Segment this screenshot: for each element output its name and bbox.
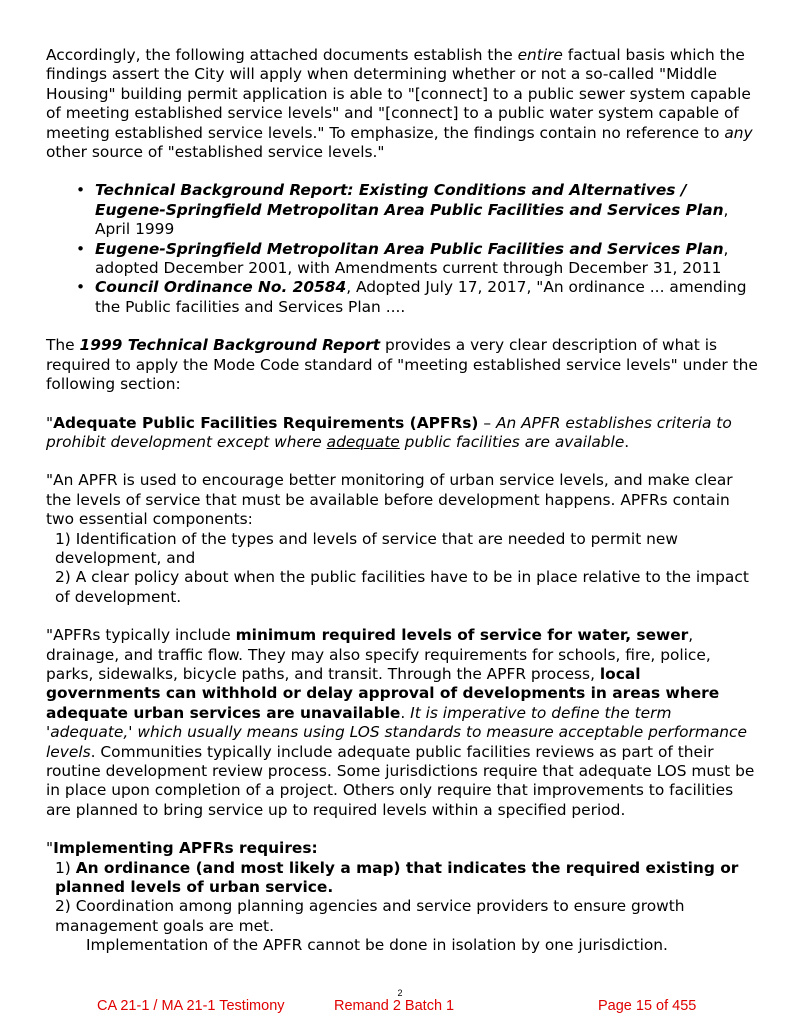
implementing-note: Implementation of the APFR cannot be done in isolation by one jurisdiction. <box>86 936 668 955</box>
implementing-heading: "Implementing APFRs requires: <box>46 839 318 858</box>
implementing-item-2: 2) Coordination among planning agencies and service providers to ensure growth management goals are met. <box>55 897 685 935</box>
list-item: • Technical Background Report: Existing Conditions and Alternatives / Eugene-Springfield Metropolitan Area Public Facilities and Services Plan, April 1999 <box>95 181 758 239</box>
intro-paragraph: Accordingly, the following attached documents establish the entire factual basis which the findings assert the City will apply when determining whether or not a so-called "Middle Housing" building permit application is able to "[connect] to a public sewer system capable of meeting established service levels" and "[connect] to a public water system capable of meeting established service levels." To emphasize, the findings contain no reference to any other source of "established service levels." <box>46 46 753 162</box>
any-emphasis: any <box>724 123 753 142</box>
footer-batch-label: Remand 2 Batch 1 <box>334 998 455 1014</box>
footer-case-label: CA 21-1 / MA 21-1 Testimony <box>97 998 285 1014</box>
apfr-typical-paragraph: "APFRs typically include minimum required levels of service for water, sewer, drainage, and traffic flow. They may also specify requirements for schools, fire, police, parks, sidewalks, bicycle paths, and transit. Through the APFR process, local governments can withhold or delay approval of developments in areas where adequate urban services are unavailable. It is imperative to define the term 'adequate,' which usually means using LOS standards to measure acceptable performance levels. Communities typically include adequate public facilities reviews as part of their routine development review process. Some jurisdictions require that adequate LOS must be in place upon completion of a project. Others only require that improvements to facilities are planned to bring service up to required levels within a specified period. <box>46 626 755 819</box>
page-number: 2 <box>397 988 403 998</box>
apfr-component-2: 2) A clear policy about when the public facilities have to be in place relative to the impact of development. <box>55 568 749 606</box>
page-footer <box>0 988 800 1016</box>
footer-page-count: Page 15 of 455 <box>598 998 697 1014</box>
list-item: • Eugene-Springfield Metropolitan Area Public Facilities and Services Plan, adopted December 2001, with Amendments current through December 31, 2011 <box>95 240 758 279</box>
entire-emphasis: entire <box>517 46 563 64</box>
apfr-component-1: 1) Identification of the types and levels of service that are needed to permit new development, and <box>55 529 678 567</box>
apfr-use-paragraph: "An APFR is used to encourage better monitoring of urban service levels, and make clear the levels of service that must be available before development happens. APFRs contain two essential components: <box>46 471 733 529</box>
implementing-item-1: 1) An ordinance (and most likely a map) that indicates the required existing or planned levels of urban service. <box>55 858 739 897</box>
document-body <box>46 46 758 956</box>
report-paragraph: The 1999 Technical Background Report provides a very clear description of what is required to apply the Mode Code standard of "meeting established service levels" under the following section: <box>46 336 758 394</box>
apfr-definition: "Adequate Public Facilities Requirements (APFRs) – An APFR establishes criteria to prohibit development except where adequate public facilities are available. <box>46 413 732 451</box>
list-item: • Council Ordinance No. 20584, Adopted July 17, 2017, "An ordinance ... amending the Public facilities and Services Plan .... <box>95 278 758 317</box>
document-list <box>46 181 758 317</box>
